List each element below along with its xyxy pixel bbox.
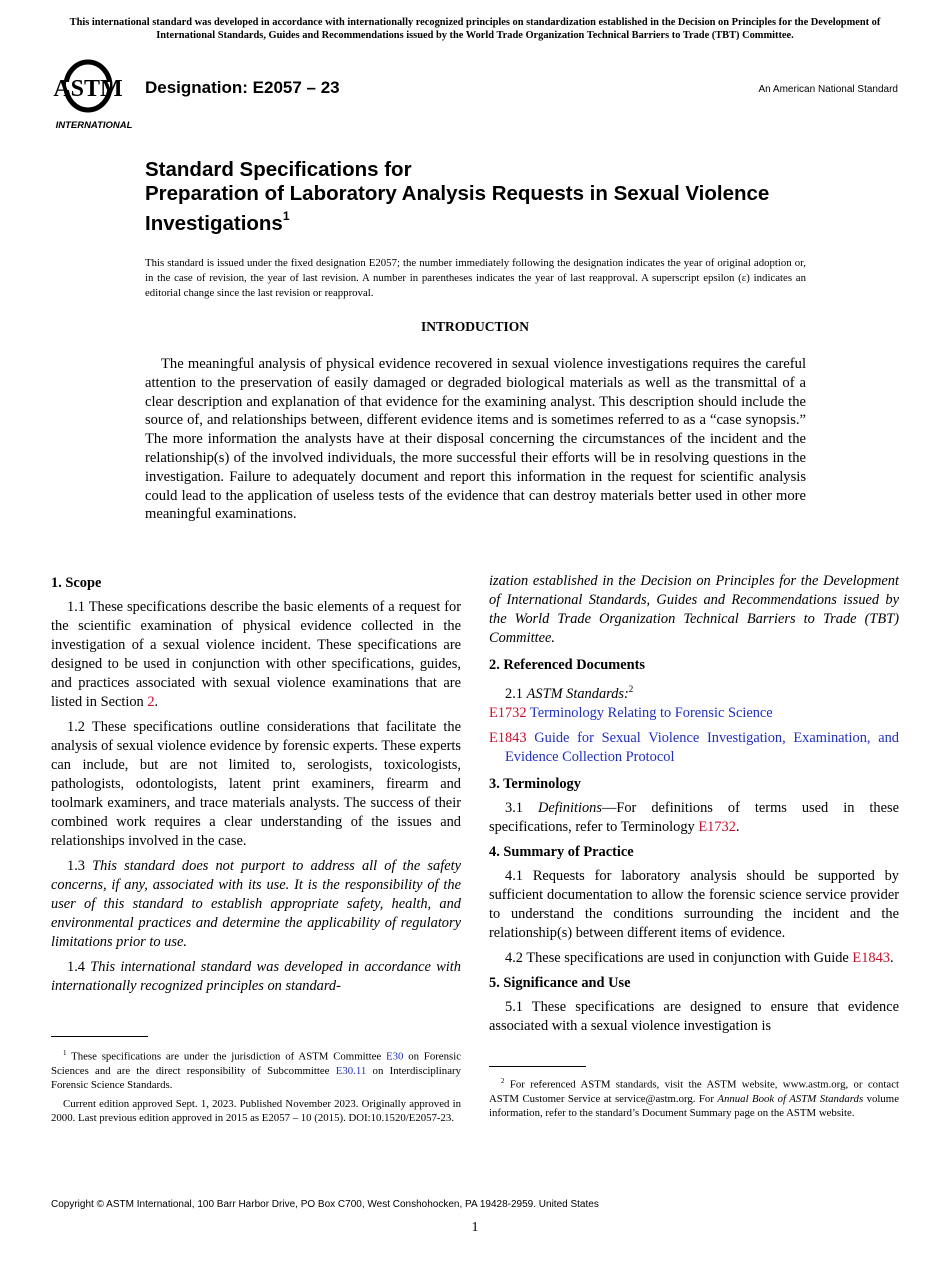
practice-e1843-link[interactable]: E1843 [852, 949, 890, 966]
section-terminology-heading: 3. Terminology [489, 775, 581, 792]
introduction-heading: INTRODUCTION [420, 319, 529, 334]
designation: Designation: E2057 – 23 [145, 78, 340, 97]
logo-text: ASTM [53, 76, 123, 102]
e30-link[interactable]: E30 [386, 1050, 404, 1063]
practice-4-2: 4.2 These specifications are used in conjunction with Guide E1843. [505, 949, 894, 966]
significance-5-1: 5.1 These specifications are designed to ensure that evidence associated with a sexual violence investigation is [489, 998, 899, 1034]
scope-1-4-start: 1.4 This international standard was developed in accordance with internationally recognized principles on standard- [51, 959, 461, 994]
e30-11-link[interactable]: E30.11 [335, 1065, 367, 1077]
astm-standards-label: 2.1 ASTM Standards:$^2$ [505, 684, 634, 702]
section-2-link[interactable]: 2 [147, 694, 155, 710]
ref-e1732: E1732 Terminology Relating to Forensic Science [489, 704, 773, 721]
footnote-1-edition: Current edition approved Sept. 1, 2023. Published November 2023. Originally approved in 2000. Last previous edition approved in 2015 as E2057 – 10 (2015). DOI:10.1520/E2057-23. [51, 1097, 461, 1125]
terminology-e1732-link[interactable]: E1732 [698, 818, 736, 835]
e1732-link[interactable]: E1732 [489, 704, 527, 721]
scope-1-3: 1.3 This standard does not purport to address all of the safety concerns, if any, associated with its use. It is the responsibility of the user of this standard to establish appropriate safety, health, and environmental practices and determine the applicability of regulatory limitations prior to use. [51, 858, 461, 950]
document-title [145, 158, 825, 236]
scope-1-2: 1.2 These specifications outline considerations that facilitate the analysis of sexual violence evidence by forensic experts. These experts can include, but are not limited to, serologists, toxicologists, pathologists, odontologists, latent print examiners, firearm and toolmark examiners, and trace materials analysts. The success of their combined work requires a clear understanding of the issues and relationships involved in the case. [51, 719, 461, 849]
copyright: Copyright © ASTM International, 100 Barr Harbor Drive, PO Box C700, West Conshohocken, PA 19428-2959. United States [51, 1199, 599, 1210]
e1843-link[interactable]: E1843 [489, 729, 527, 746]
right-column [489, 572, 899, 1042]
section-significance-heading: 5. Significance and Use [489, 974, 631, 991]
footnote-rule-right [489, 1066, 586, 1067]
page-number: 1 [471, 1220, 479, 1235]
introduction-text: The meaningful analysis of physical evidence recovered in sexual violence investigations requires the careful attention to the preservation of easily damaged or degraded biological materials as well as the transmittal of a clear description and explanation of that evidence for the examining analyst. This description should include the source of, and relationships between, different evidence items and is sometimes referred to as a “case synopsis.” The more information the analysts have at their disposal concerning the circumstances of the incident and the relationship(s) of the involved individuals, the more successful their efforts will be in resolving questions in the investigation. Failure to adequately document and report this information in the request for scientific analysis could lead to the application of useless tests of the evidence that can destroy materials better used in other more meaningful examinations. [145, 356, 806, 523]
logo-sub: INTERNATIONAL [55, 120, 133, 131]
section-scope-heading: 1. Scope [51, 575, 102, 591]
american-national-standard: An American National Standard [758, 84, 898, 95]
footnote-1: $^1$ These specifications are under the jurisdiction of ASTM Committee E30 on Forensic Sciences and are the direct responsibility of Subcommittee E30.11 on Interdisciplinary Forensic Science Standards. Current edition approved Sept. 1, 2023. Published November 2023. Originally approved in 2000. Last previous edition approved in 2015 as E2057 – 10 (2015). DOI:10.1520/E2057-23. [51, 1049, 461, 1125]
astm-logo [52, 56, 136, 132]
footnote-2: $^2$ For referenced ASTM standards, visit the ASTM website, www.astm.org, or contact ASTM Customer Service at service@astm.org. For Annual Book of ASTM Standards volume information, refer to the standard’s Document Summary page on the ASTM website. [489, 1077, 899, 1120]
scope-1-4-continued: ization established in the Decision on Principles for the Development of International Standards, Guides and Recommendations issued by the World Trade Organization Technical Barriers to Trade (TBT) Committee. [489, 573, 899, 646]
title-line-1: Standard Specifications for [145, 158, 412, 181]
section-practice-heading: 4. Summary of Practice [489, 843, 634, 860]
ref-e1843: E1843 Guide for Sexual Violence Investigation, Examination, and Evidence Collection Protocol [489, 729, 899, 765]
left-column [51, 572, 461, 1002]
terminology-3-1: 3.1 Definitions—For definitions of terms used in these specifications, refer to Terminology E1732. [489, 799, 899, 835]
issued-note: This standard is issued under the fixed designation E2057; the number immediately following the designation indicates the year of original adoption or, in the case of revision, the year of last revision. A number in parentheses indicates the year of last reapproval. A superscript epsilon (ε) indicates an editorial change since the last revision or reapproval. [145, 257, 806, 299]
top-notice: This international standard was developed in accordance with internationally recognized principles on standardization established in the Decision on Principles for the Development of International Standards, Guides and Recommendations issued by the World Trade Organization Technical Barriers to Trade (TBT) Committee. [69, 17, 881, 41]
title-footnote-mark: 1 [282, 209, 290, 223]
practice-4-1: 4.1 Requests for laboratory analysis should be supported by sufficient documentation to allow the forensic science service provider to understand the conditions surrounding the incident and the relationship(s) between different items of evidence. [489, 867, 899, 941]
scope-1-1: 1.1 These specifications describe the basic elements of a request for the scientific examination of physical evidence collected in the investigation of a sexual violence incident. These specifications are designed to be used in conjunction with other specifications, guides, and practices associated with sexual violence examinations that are listed in Section 2. [51, 599, 461, 710]
title-line-2: Preparation of Laboratory Analysis Requests in Sexual Violence Investigations$^1$ [145, 182, 770, 235]
footnote-rule-left [51, 1036, 148, 1037]
section-referenced-heading: 2. Referenced Documents [489, 657, 645, 673]
